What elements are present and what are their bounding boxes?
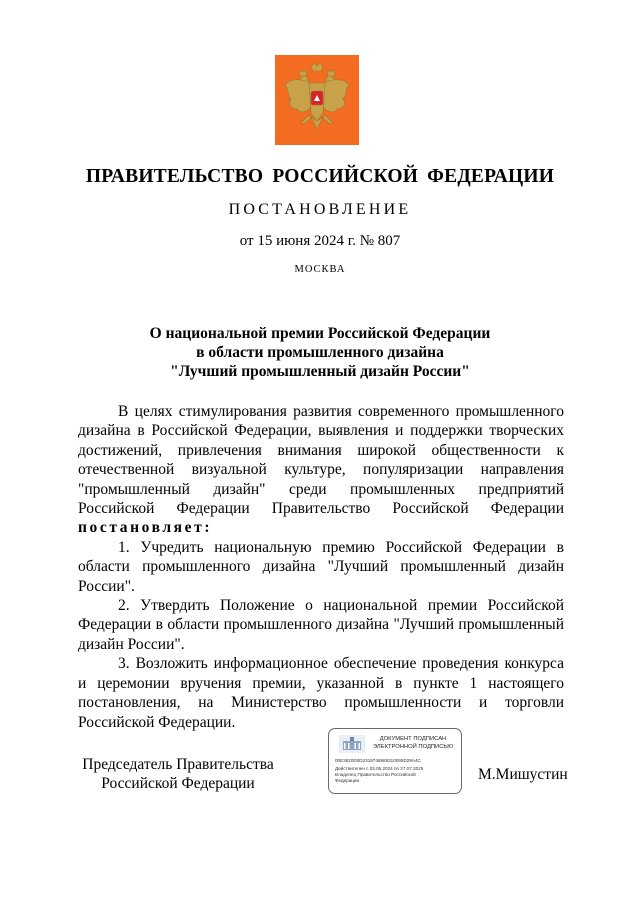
document-city: МОСКВА: [294, 264, 346, 275]
government-building-icon: [339, 735, 365, 753]
subject-line: в области промышленного дизайна: [196, 344, 444, 361]
decree-item-1: 1. Учредить национальную премию Российской Федерации в области промышленного дизайна "Лучший промышленный дизайн России".: [78, 538, 564, 595]
preamble-paragraph: [78, 402, 564, 538]
coat-of-arms-emblem: [275, 55, 359, 145]
stamp-title-line: ДОКУМЕНТ ПОДПИСАН: [379, 736, 447, 742]
signer-position-line: Председатель Правительства: [82, 756, 274, 773]
document-subject: [0, 324, 640, 381]
decree-word: постановляет:: [78, 519, 213, 537]
signer-name: М.Мишустин: [478, 766, 568, 783]
preamble-text: В целях стимулирования развития современного промышленного дизайна в Российской Федерации, выявления и поддержки творческих достижений, привлечения внимания широкой общественности к отечественной визуальной культуре, популяризации направления "промышленный дизайн" среди промышленных предприятий Российской Федерации Правительство Российской Федерации: [78, 403, 564, 518]
decree-item-3: 3. Возложить информационное обеспечение проведения конкурса и церемонии вручения премии, указанной в пункте 1 настоящего постановления, на Министерство промышленности и торговли Российской Федерации.: [78, 655, 564, 731]
document-type: ПОСТАНОВЛЕНИЕ: [228, 201, 412, 218]
signer-position-line: Российской Федерации: [101, 775, 255, 792]
stamp-title-line: ЭЛЕКТРОННОЙ ПОДПИСЬЮ: [372, 744, 454, 750]
stamp-title: [369, 735, 457, 751]
document-body: [78, 402, 564, 732]
subject-line: О национальной премии Российской Федерации: [149, 325, 491, 342]
signer-position: [78, 755, 278, 793]
decree-item-2: 2. Утвердить Положение о национальной премии Российской Федерации в области промышленного дизайна "Лучший промышленный дизайн России".: [78, 597, 564, 653]
electronic-signature-stamp: [328, 728, 462, 794]
stamp-owner: Федерации: [335, 778, 360, 783]
government-title: ПРАВИТЕЛЬСТВО РОССИЙСКОЙ ФЕДЕРАЦИИ: [85, 166, 555, 187]
document-date-number: от 15 июня 2024 г. № 807: [239, 233, 401, 249]
stamp-owner: Владелец Правительство Российской: [335, 772, 416, 777]
stamp-certificate: 00E3620D0D2319746989310069D28A4C: [335, 758, 421, 763]
stamp-validity: Действителен с 03.05.2024 по 27.07.2025: [335, 766, 424, 771]
subject-line: "Лучший промышленный дизайн России": [170, 363, 470, 380]
